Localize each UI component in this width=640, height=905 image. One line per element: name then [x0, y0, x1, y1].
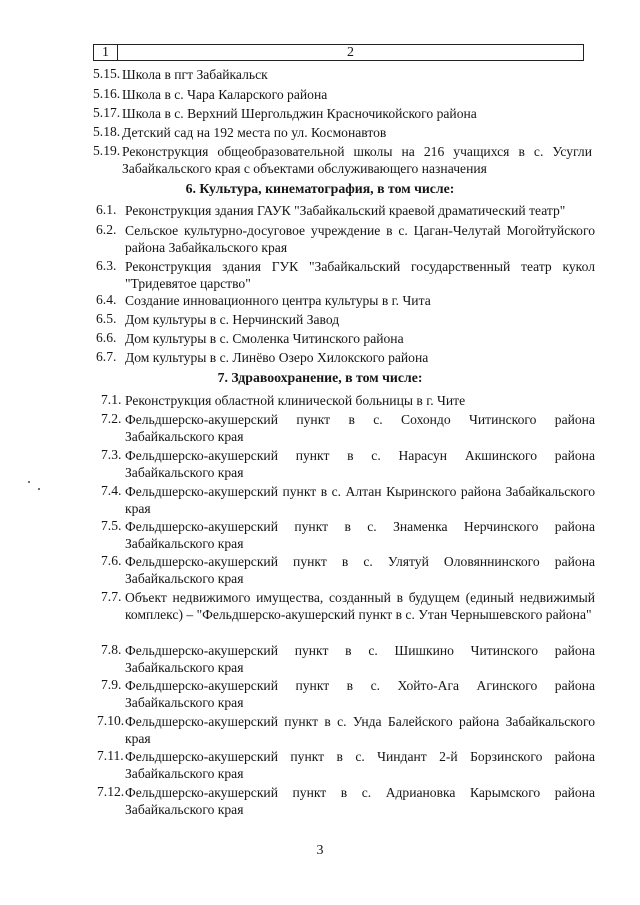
item-text: Школа в пгт Забайкальск: [122, 67, 268, 82]
item-text: Школа в с. Верхний Шергольджин Красночикойского района: [122, 106, 477, 121]
item-text: Фельдшерско-акушерский пункт в с. Алтан Кыринского района Забайкальского края: [125, 484, 595, 516]
item-number: 7.12.: [97, 784, 125, 799]
item-text: Фельдшерско-акушерский пункт в с. Знаменка Нерчинского района Забайкальского края: [125, 519, 595, 551]
scan-speck: [38, 488, 40, 490]
item-text: Реконструкция здания ГУК "Забайкальский государственный театр кукол "Тридевятое царство": [125, 259, 595, 291]
item-text: Реконструкция областной клинической больницы в г. Чите: [125, 393, 466, 408]
item-number: 7.6.: [101, 553, 122, 568]
column-number-2: 2: [347, 45, 354, 60]
item-text: Фельдшерско-акушерский пункт в с. Шишкино Читинского района Забайкальского края: [125, 643, 595, 675]
column-number-1: 1: [94, 45, 118, 60]
item-text: Фельдшерско-акушерский пункт в с. Чиндант 2-й Борзинского района Забайкальского края: [125, 749, 595, 781]
item-number: 6.7.: [96, 349, 117, 364]
item-number: 6.1.: [96, 202, 117, 217]
item-number: 5.19.: [93, 143, 121, 158]
item-number: 6.4.: [96, 292, 117, 307]
item-text: Дом культуры в с. Смоленка Читинского района: [125, 331, 404, 346]
item-number: 7.1.: [101, 392, 122, 407]
item-number: 7.5.: [101, 518, 122, 533]
item-number: 7.7.: [101, 589, 122, 604]
item-text: Фельдшерско-акушерский пункт в с. Улятуй Оловяннинского района Забайкальского края: [125, 554, 595, 586]
item-number: 6.3.: [96, 258, 117, 273]
item-number: 7.8.: [101, 642, 122, 657]
item-text: Фельдшерско-акушерский пункт в с. Унда Балейского района Забайкальского края: [125, 714, 595, 746]
item-text: Школа в с. Чара Каларского района: [122, 87, 328, 102]
item-text: Фельдшерско-акушерский пункт в с. Нарасун Акшинского района Забайкальского края: [125, 448, 595, 480]
item-text: Фельдшерско-акушерский пункт в с. Адриановка Карымского района Забайкальского края: [125, 785, 595, 817]
item-text: Сельское культурно-досуговое учреждение в с. Цаган-Челутай Могойтуйского района Забайкальского края: [125, 223, 595, 255]
item-text: Реконструкция общеобразовательной школы на 216 учащихся в с. Усугли Забайкальского края с объектами обслуживающего назначения: [122, 144, 592, 176]
item-text: Фельдшерско-акушерский пункт в с. Хойто-Ага Агинского района Забайкальского края: [125, 678, 595, 710]
scan-speck: [28, 481, 30, 483]
item-text: Детский сад на 192 места по ул. Космонавтов: [122, 125, 387, 140]
item-text: Реконструкция здания ГАУК "Забайкальский краевой драматический театр": [125, 203, 566, 218]
section-heading-healthcare: 7. Здравоохранение, в том числе:: [217, 370, 423, 385]
item-number: 6.2.: [96, 222, 117, 237]
item-text: Дом культуры в с. Нерчинский Завод: [125, 312, 340, 327]
item-number: 7.10.: [97, 713, 125, 728]
item-number: 7.3.: [101, 447, 122, 462]
item-number: 7.11.: [97, 748, 124, 763]
item-number: 7.2.: [101, 411, 122, 426]
item-number: 5.17.: [93, 105, 121, 120]
item-number: 5.15.: [93, 66, 121, 81]
item-number: 7.9.: [101, 677, 122, 692]
item-number: 5.16.: [93, 86, 121, 101]
item-text: Создание инновационного центра культуры в г. Чита: [125, 293, 431, 308]
item-text: Дом культуры в с. Линёво Озеро Хилокского района: [125, 350, 429, 365]
table-column-header: [93, 44, 584, 61]
item-text: Объект недвижимого имущества, созданный в будущем (единый недвижимый комплекс) – "Фельдшерско-акушерский пункт в с. Утан Чернышевского района": [125, 590, 595, 622]
item-number: 6.6.: [96, 330, 117, 345]
page-number: 3: [316, 843, 324, 858]
item-number: 6.5.: [96, 311, 117, 326]
item-number: 5.18.: [93, 124, 121, 139]
section-heading-culture: 6. Культура, кинематография, в том числе:: [185, 181, 455, 196]
item-text: Фельдшерско-акушерский пункт в с. Сохондо Читинского района Забайкальского края: [125, 412, 595, 444]
item-number: 7.4.: [101, 483, 122, 498]
